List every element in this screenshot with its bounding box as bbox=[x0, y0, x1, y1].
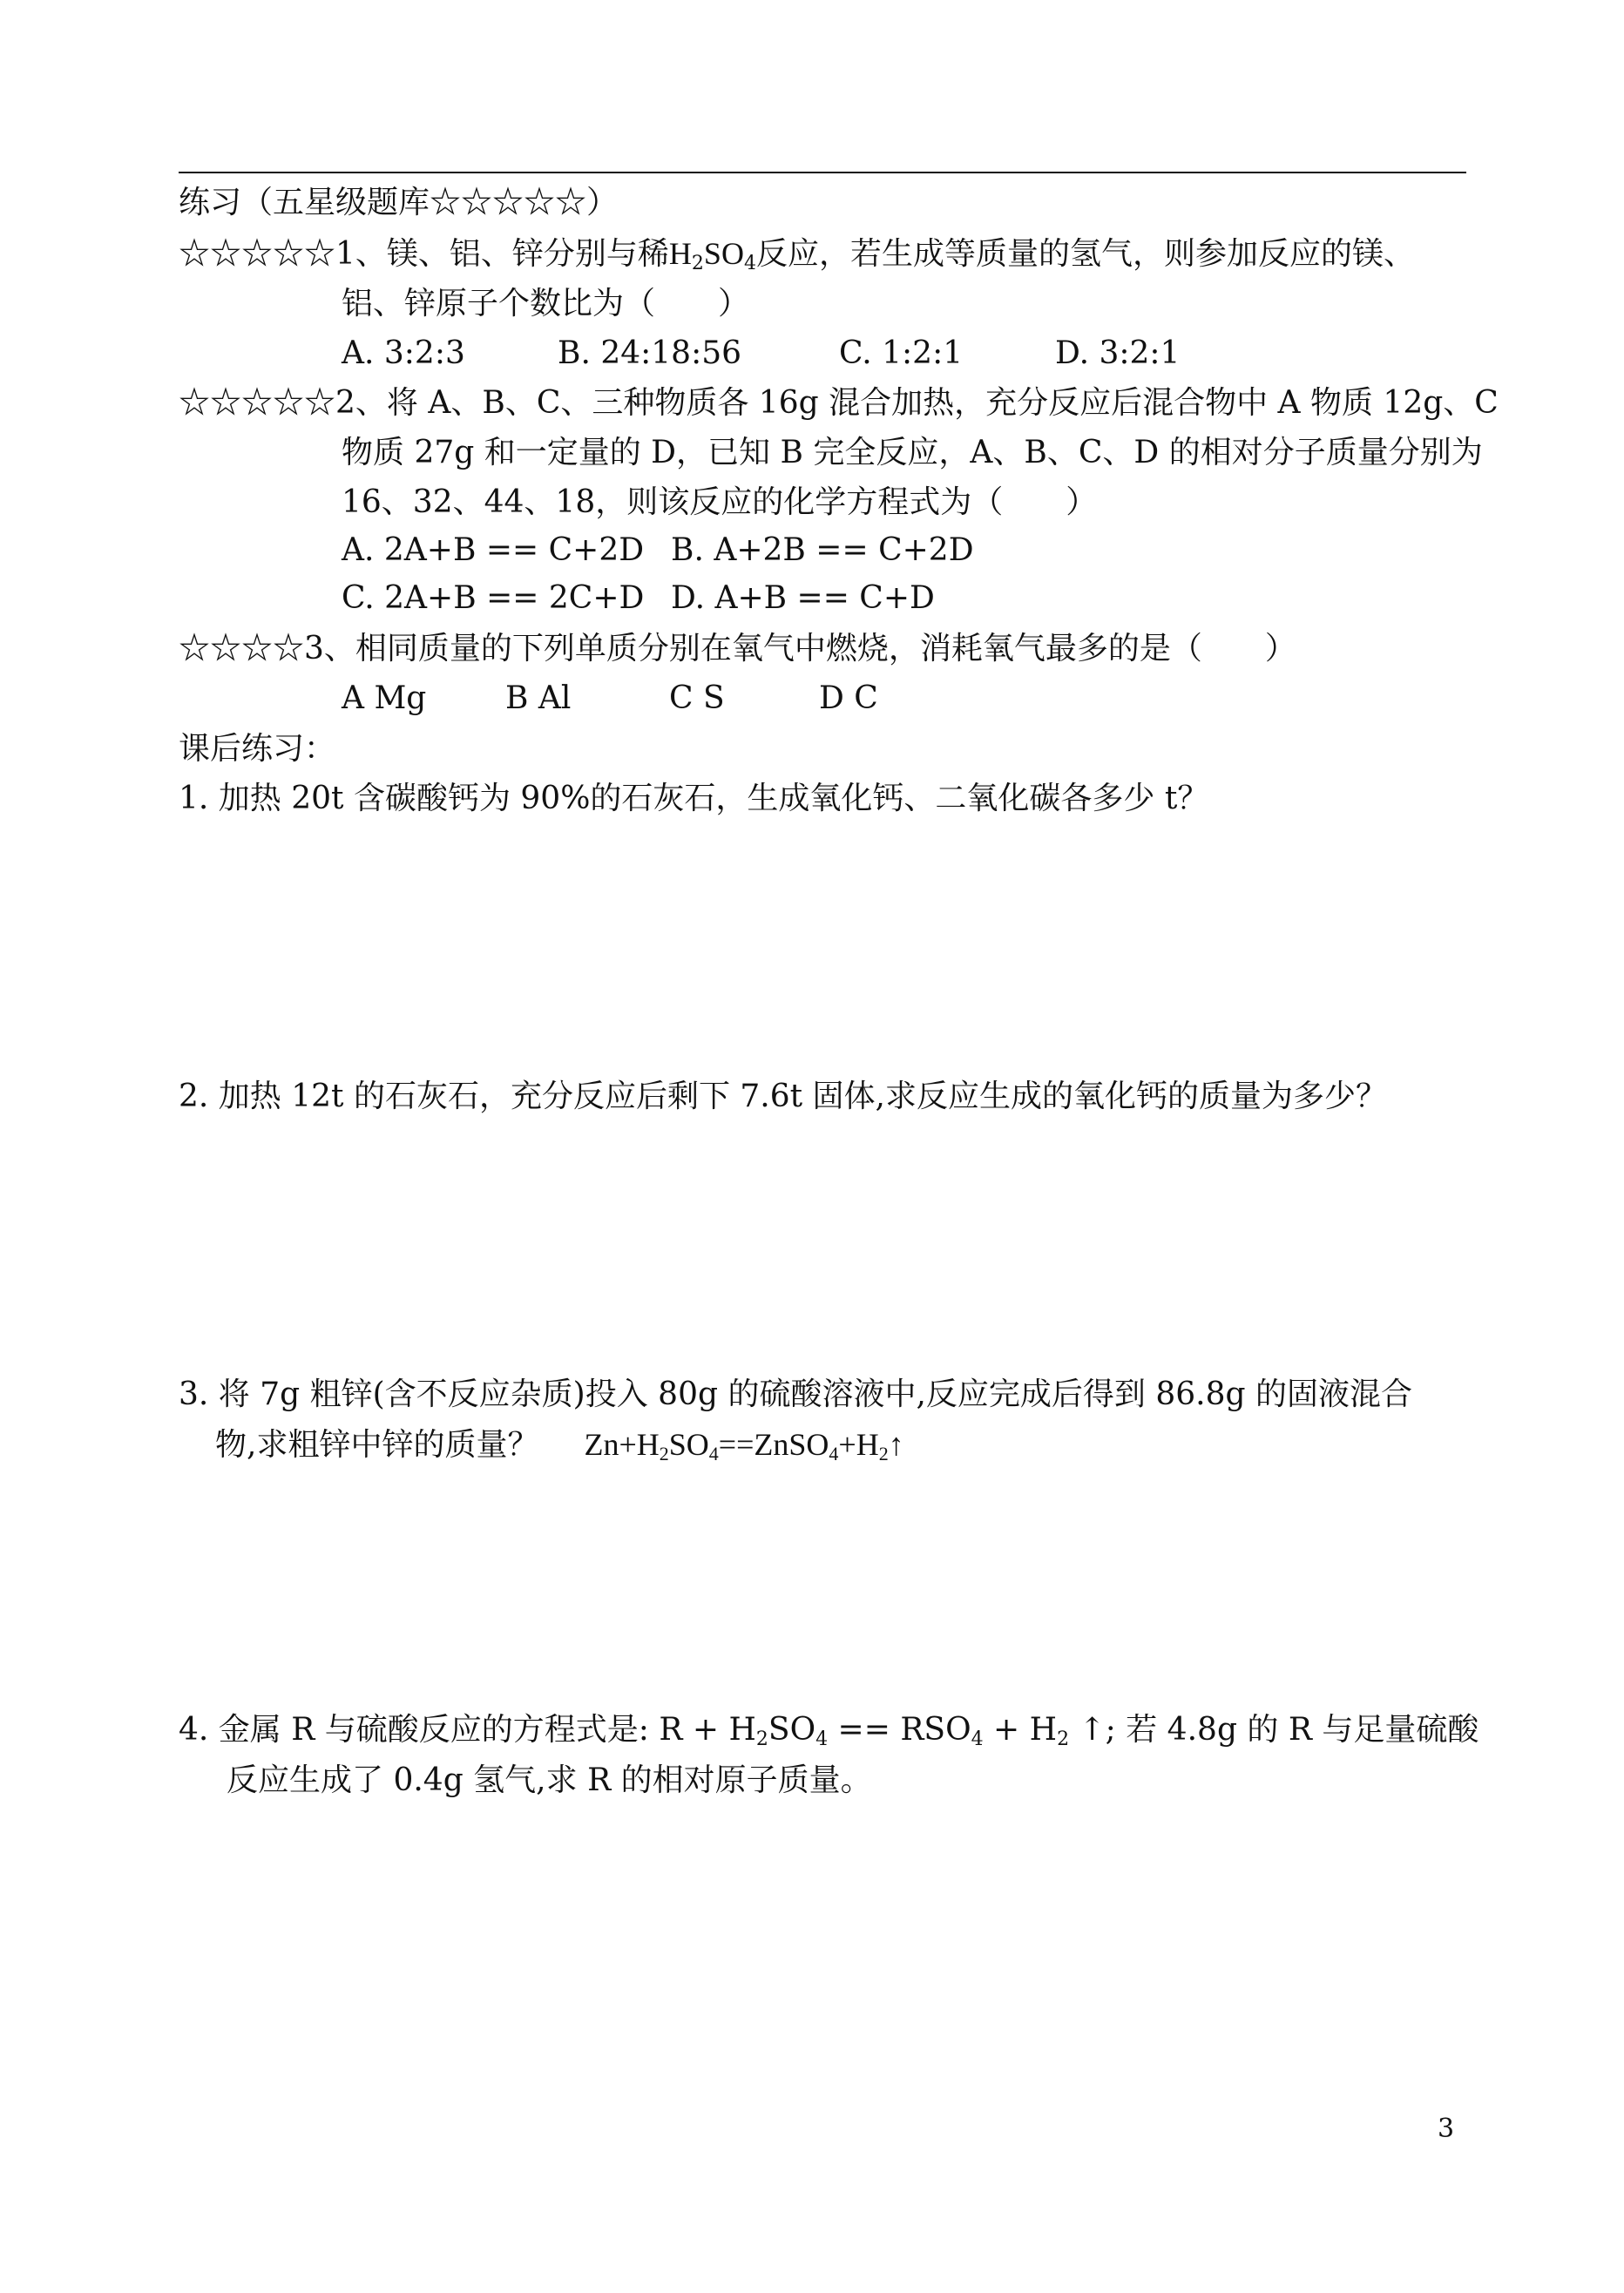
practice-q2-options-row2 bbox=[342, 580, 935, 616]
homework-problem-3-line2: 物,求粗锌中锌的质量？ $Zn+H_2SO_4==ZnSO_4+H_2↑$ bbox=[215, 1427, 904, 1464]
option-c: C. 1:2:1 bbox=[839, 335, 964, 371]
practice-q3-options bbox=[342, 680, 878, 716]
star-rating: ☆☆☆☆☆ bbox=[179, 236, 336, 272]
header-rule bbox=[179, 172, 1466, 173]
option-b: B. A+2B == C+2D bbox=[671, 532, 974, 568]
practice-q1-line2: 铝、锌原子个数比为（ ） bbox=[342, 286, 750, 321]
option-c: C S bbox=[669, 680, 725, 716]
practice-q3-line1: ☆☆☆☆3、相同质量的下列单质分别在氧气中燃烧，消耗氧气最多的是（ ） bbox=[179, 631, 1296, 666]
practice-q2-line3: 16、32、44、18，则该反应的化学方程式为（ ） bbox=[342, 484, 1098, 520]
option-c: C. 2A+B == 2C+D bbox=[342, 580, 645, 616]
option-a: A Mg bbox=[342, 680, 427, 716]
homework-problem-1: 1. 加热 20t 含碳酸钙为 90%的石灰石，生成氧化钙、二氧化碳各多少 t？ bbox=[179, 781, 1209, 816]
star-rating: ☆☆☆☆ bbox=[179, 631, 305, 666]
homework-title: 课后练习： bbox=[179, 731, 336, 767]
option-d: D. A+B == C+D bbox=[671, 580, 935, 616]
homework-problem-3-line1: 3. 将 7g 粗锌(含不反应杂质)投入 80g 的硫酸溶液中,反应完成后得到 86.8g 的固液混合 bbox=[179, 1376, 1412, 1412]
chemical-equation: $Zn+H_2SO_4==ZnSO_4+H_2↑$ bbox=[584, 1427, 904, 1464]
page-number: 3 bbox=[1438, 2114, 1455, 2144]
practice-q1-line1: ☆☆☆☆☆1、镁、铝、锌分别与稀$H_2SO_4$反应，若生成等质量的氢气，则参加反应的镁、 bbox=[179, 236, 1415, 274]
option-d: D C bbox=[819, 680, 878, 716]
star-rating: ☆☆☆☆☆ bbox=[179, 385, 336, 421]
practice-q2-line2: 物质 27g 和一定量的 D，已知 B 完全反应，A、B、C、D 的相对分子质量分别为 bbox=[342, 435, 1483, 470]
option-d: D. 3:2:1 bbox=[1055, 335, 1181, 371]
q1-text: 1、镁、铝、锌分别与稀 bbox=[335, 236, 669, 272]
option-b: B Al bbox=[505, 680, 572, 716]
practice-q2-options-row1 bbox=[342, 532, 974, 568]
homework-problem-4-line1: 4. 金属 R 与硫酸反应的方程式是: $R + H_2SO_4 == RSO_4 + H_2$ ↑; 若 4.8g 的 R 与足量硫酸 bbox=[179, 1712, 1479, 1750]
practice-q2-line1: ☆☆☆☆☆2、将 A、B、C、三种物质各 16g 混合加热，充分反应后混合物中 A 物质 12g、C bbox=[179, 385, 1499, 421]
practice-q1-options bbox=[342, 335, 1181, 371]
option-a: A. 2A+B == C+2D bbox=[342, 532, 645, 568]
option-b: B. 24:18:56 bbox=[558, 335, 742, 371]
option-a: A. 3:2:3 bbox=[342, 335, 465, 371]
homework-problem-2: 2. 加热 12t 的石灰石，充分反应后剩下 7.6t 固体,求反应生成的氧化钙的质量为多少？ bbox=[179, 1079, 1388, 1114]
section-title: 练习（五星级题库☆☆☆☆☆） bbox=[179, 185, 619, 220]
homework-problem-4-line2: 反应生成了 0.4g 氢气,求 R 的相对原子质量。 bbox=[227, 1762, 872, 1798]
up-arrow-icon: ↑ bbox=[888, 1427, 904, 1462]
